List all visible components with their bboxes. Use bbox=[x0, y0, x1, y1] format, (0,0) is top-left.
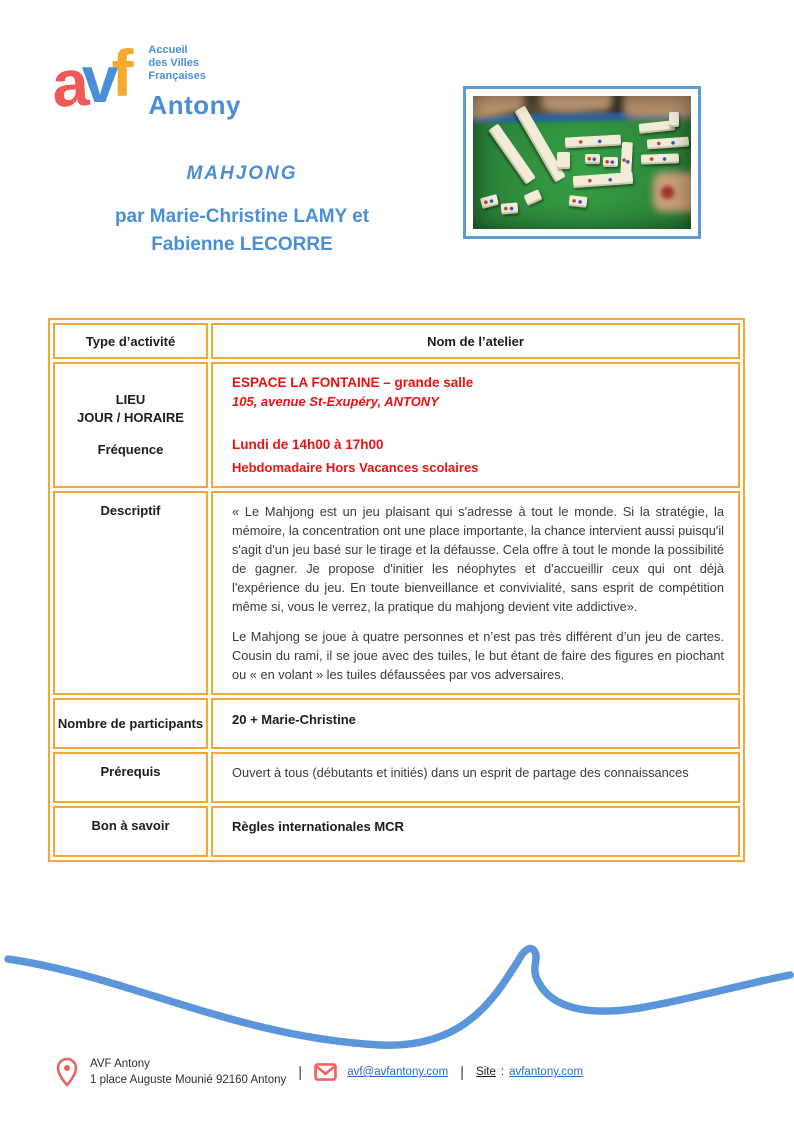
logo-tagline-line1: Accueil bbox=[148, 44, 188, 56]
subtitle-line1: par Marie-Christine LAMY et bbox=[114, 206, 370, 227]
footer-divider: | bbox=[460, 1063, 465, 1081]
avf-logo bbox=[52, 36, 241, 121]
photo-tile bbox=[480, 194, 499, 209]
table-header-row bbox=[53, 323, 740, 359]
label-frequence: Fréquence bbox=[97, 442, 164, 457]
photo-table-rim bbox=[473, 111, 691, 124]
photo-tile bbox=[557, 152, 570, 169]
prerequis-label-cell: Prérequis bbox=[53, 752, 208, 803]
photo-tile bbox=[585, 154, 600, 164]
lieu-label-cell bbox=[53, 362, 208, 488]
lieu-value-cell bbox=[211, 362, 740, 488]
footer-divider: | bbox=[298, 1063, 303, 1081]
photo-tile-row bbox=[620, 142, 633, 181]
mahjong-photo bbox=[463, 86, 701, 239]
table-row-bon-a-savoir bbox=[53, 806, 740, 857]
photo-tile-wall bbox=[641, 153, 679, 164]
photo-hand bbox=[623, 96, 691, 118]
activity-table bbox=[48, 318, 745, 862]
photo-hand bbox=[473, 96, 527, 122]
photo-hand bbox=[541, 96, 613, 110]
site-label: Site bbox=[476, 1066, 496, 1078]
bon-a-savoir-label-cell: Bon à savoir bbox=[53, 806, 208, 857]
photo-tile-wall bbox=[647, 137, 690, 150]
logo-text bbox=[148, 36, 241, 121]
photo-red-object bbox=[661, 186, 674, 199]
venue-address: 105, avenue St-Exupéry, ANTONY bbox=[232, 394, 439, 409]
site-link[interactable]: avfantony.com bbox=[509, 1066, 584, 1078]
frequency: Hebdomadaire Hors Vacances scolaires bbox=[232, 460, 479, 475]
table-row-participants bbox=[53, 698, 740, 749]
site-colon: : bbox=[500, 1066, 505, 1078]
footer-address-block bbox=[90, 1056, 286, 1088]
footer bbox=[55, 1056, 583, 1088]
photo-background-blur bbox=[473, 96, 691, 117]
table-row-lieu bbox=[53, 362, 740, 488]
photo-hand bbox=[653, 172, 691, 212]
label-lieu: LIEU bbox=[115, 392, 146, 407]
schedule: Lundi de 14h00 à 17h00 bbox=[232, 437, 384, 452]
bon-a-savoir-value-cell: Règles internationales MCR bbox=[211, 806, 740, 857]
prerequis-value-cell: Ouvert à tous (débutants et initiés) dans un esprit de partage des connaissances bbox=[211, 752, 740, 803]
wave-decoration bbox=[0, 925, 794, 1060]
descriptif-label-cell: Descriptif bbox=[53, 491, 208, 695]
photo-tile bbox=[568, 195, 587, 208]
photo-tile bbox=[603, 157, 618, 167]
descriptif-value-cell bbox=[211, 491, 740, 695]
venue-name: ESPACE LA FONTAINE – grande salle bbox=[232, 375, 474, 390]
table-row-descriptif bbox=[53, 491, 740, 695]
photo-tile-wall bbox=[488, 124, 536, 185]
logo-tagline-line3: Françaises bbox=[148, 70, 206, 82]
footer-org: AVF Antony bbox=[90, 1058, 150, 1070]
subtitle-line2: Fabienne LECORRE bbox=[151, 234, 333, 255]
location-pin-icon bbox=[55, 1057, 79, 1087]
mahjong-photo-scene bbox=[473, 96, 691, 229]
participants-value-cell: 20 + Marie-Christine bbox=[211, 698, 740, 749]
page-subtitle bbox=[58, 203, 426, 259]
photo-tile bbox=[669, 112, 679, 127]
photo-tile-wall bbox=[514, 105, 565, 182]
header-nom-atelier: Nom de l’atelier bbox=[211, 323, 740, 359]
photo-tile-wall bbox=[639, 120, 676, 134]
table-row-prerequis bbox=[53, 752, 740, 803]
footer-street-address: 1 place Auguste Mounié 92160 Antony bbox=[90, 1074, 287, 1086]
logo-tagline bbox=[148, 44, 241, 83]
logo-letter-f: f bbox=[111, 36, 127, 110]
descriptif-paragraph-1: « Le Mahjong est un jeu plaisant qui s'adresse à tout le monde. Si la stratégie, la mémoire, la concentration ont une place importante, la chance intervient aussi puisqu'il s'agit d'un jeu basé sur le tirage et la défausse. Cela offre à tout le monde la possibilité de gagner. Je propose d'initier les néophytes et d'accueillir ceux qui ont déjà l'expérience du jeu. En toute bienveillance et convivialité, sans esprit de compétition même si, vous le verrez, la pratique du mahjong devient vite addictive». bbox=[232, 504, 724, 614]
descriptif-paragraph-2: Le Mahjong se joue à quatre personnes et n’est pas très différent d’un jeu de cartes. Cousin du rami, il se joue avec des tuiles, le but étant de faire des figures en piochant ou « en volant » les tuiles défaussées par vos adversaires. bbox=[232, 629, 724, 682]
logo-letter-v: v bbox=[81, 42, 112, 116]
envelope-icon bbox=[314, 1063, 337, 1081]
photo-tile bbox=[501, 202, 519, 214]
email-link[interactable]: avf@avfantony.com bbox=[347, 1066, 449, 1078]
photo-tile-row bbox=[573, 172, 634, 188]
avf-logo-letters bbox=[50, 36, 134, 121]
logo-tagline-line2: des Villes bbox=[148, 57, 199, 69]
participants-label-cell: Nombre de participants bbox=[53, 698, 208, 749]
logo-letter-a: a bbox=[50, 45, 84, 121]
logo-city: Antony bbox=[148, 90, 241, 120]
page-title: MAHJONG bbox=[186, 163, 298, 184]
label-jour-horaire: JOUR / HORAIRE bbox=[77, 410, 184, 425]
photo-tile-row bbox=[565, 135, 621, 149]
photo-tile bbox=[523, 189, 542, 206]
title-block bbox=[58, 163, 426, 259]
header-type-activite: Type d’activité bbox=[53, 323, 208, 359]
